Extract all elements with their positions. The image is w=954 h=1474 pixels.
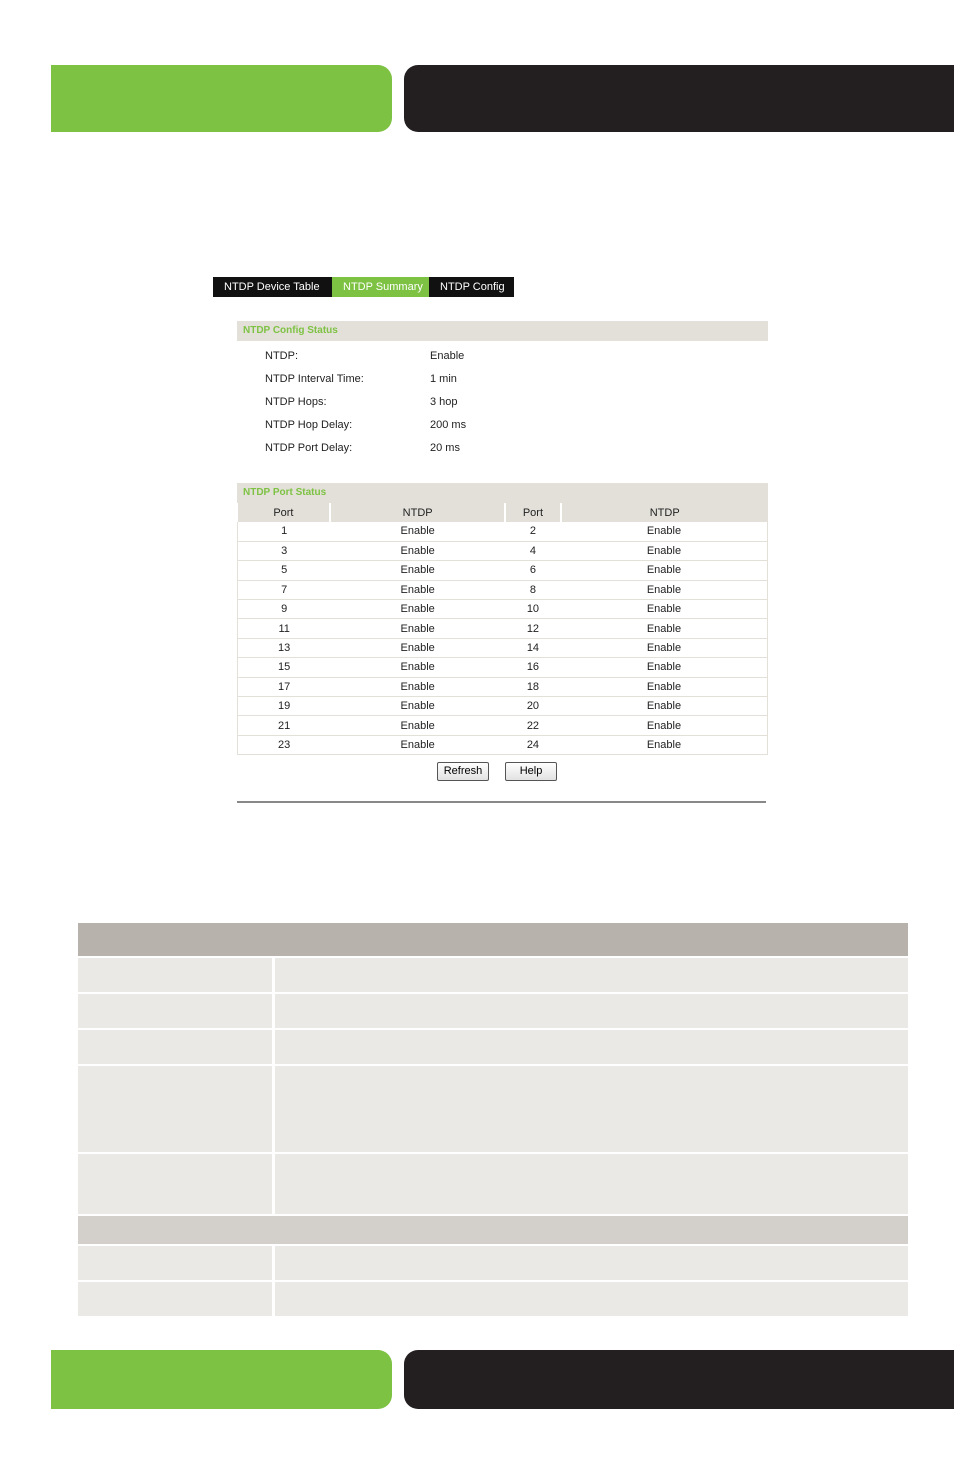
table-row <box>238 600 768 619</box>
config-row-hop-delay <box>265 416 665 434</box>
ntdp-state-cell: Enable <box>330 638 505 657</box>
port-cell: 3 <box>238 541 331 560</box>
grey-table-row <box>78 958 908 992</box>
column-header-port: Port <box>505 503 561 522</box>
column-header-port: Port <box>238 503 331 522</box>
port-cell: 13 <box>238 638 331 657</box>
ntdp-state-cell: Enable <box>330 600 505 619</box>
grey-table-row <box>78 1282 908 1316</box>
ntdp-state-cell: Enable <box>561 677 768 696</box>
table-row <box>238 716 768 735</box>
port-cell: 6 <box>505 561 561 580</box>
config-value: Enable <box>430 350 465 362</box>
port-cell: 9 <box>238 600 331 619</box>
table-row <box>238 619 768 638</box>
grey-table-header <box>78 923 908 956</box>
config-label: NTDP: <box>265 350 298 362</box>
port-cell: 17 <box>238 677 331 696</box>
table-row <box>238 697 768 716</box>
tab-ntdp-summary[interactable]: NTDP Summary <box>332 277 429 297</box>
config-row-hops <box>265 393 665 411</box>
port-status-table <box>237 503 768 755</box>
port-cell: 5 <box>238 561 331 580</box>
table-row <box>238 638 768 657</box>
ntdp-state-cell: Enable <box>561 638 768 657</box>
bottom-black-banner <box>404 1350 954 1409</box>
port-cell: 23 <box>238 735 331 754</box>
config-value: 1 min <box>430 373 457 385</box>
ntdp-state-cell: Enable <box>330 561 505 580</box>
grey-table-subheader <box>78 1216 908 1244</box>
ntdp-state-cell: Enable <box>330 580 505 599</box>
config-value: 20 ms <box>430 442 460 454</box>
tab-ntdp-device-table[interactable]: NTDP Device Table <box>213 277 332 297</box>
ntdp-state-cell: Enable <box>561 735 768 754</box>
ntdp-state-cell: Enable <box>561 619 768 638</box>
config-value: 3 hop <box>430 396 458 408</box>
tab-ntdp-config[interactable]: NTDP Config <box>429 277 514 297</box>
config-value: 200 ms <box>430 419 467 431</box>
ntdp-state-cell: Enable <box>561 697 768 716</box>
table-row <box>238 580 768 599</box>
ntdp-state-cell: Enable <box>330 658 505 677</box>
bottom-green-banner <box>51 1350 392 1409</box>
refresh-button[interactable]: Refresh <box>437 762 489 781</box>
ntdp-state-cell: Enable <box>561 716 768 735</box>
grey-table-row <box>78 1246 908 1280</box>
config-row-ntdp <box>265 347 665 365</box>
table-row <box>238 561 768 580</box>
config-status-title: NTDP Config Status <box>237 321 768 341</box>
port-cell: 4 <box>505 541 561 560</box>
config-label: NTDP Port Delay: <box>265 442 353 454</box>
config-row-port-delay <box>265 439 665 457</box>
ntdp-state-cell: Enable <box>330 522 505 541</box>
port-cell: 20 <box>505 697 561 716</box>
port-cell: 2 <box>505 522 561 541</box>
table-row <box>238 735 768 754</box>
column-header-ntdp: NTDP <box>561 503 768 522</box>
ntdp-state-cell: Enable <box>561 561 768 580</box>
table-row <box>238 658 768 677</box>
config-row-interval-time <box>265 370 665 388</box>
ntdp-state-cell: Enable <box>561 522 768 541</box>
ntdp-state-cell: Enable <box>330 677 505 696</box>
port-cell: 15 <box>238 658 331 677</box>
table-row <box>238 522 768 541</box>
ntdp-state-cell: Enable <box>330 541 505 560</box>
ntdp-state-cell: Enable <box>330 735 505 754</box>
top-green-banner <box>51 65 392 132</box>
ntdp-state-cell: Enable <box>330 716 505 735</box>
port-cell: 10 <box>505 600 561 619</box>
port-cell: 14 <box>505 638 561 657</box>
port-cell: 18 <box>505 677 561 696</box>
ntdp-state-cell: Enable <box>330 619 505 638</box>
grey-table-row <box>78 1066 908 1152</box>
ntdp-state-cell: Enable <box>561 658 768 677</box>
port-cell: 16 <box>505 658 561 677</box>
config-label: NTDP Hops: <box>265 396 327 408</box>
port-status-title: NTDP Port Status <box>237 483 768 503</box>
port-cell: 7 <box>238 580 331 599</box>
table-header-row <box>238 503 768 522</box>
ntdp-state-cell: Enable <box>561 580 768 599</box>
port-cell: 22 <box>505 716 561 735</box>
tab-bar <box>213 277 514 297</box>
top-black-banner <box>404 65 954 132</box>
help-button[interactable]: Help <box>505 762 557 781</box>
column-header-ntdp: NTDP <box>330 503 505 522</box>
port-cell: 24 <box>505 735 561 754</box>
grey-table-row <box>78 1030 908 1064</box>
port-cell: 11 <box>238 619 331 638</box>
ntdp-state-cell: Enable <box>561 541 768 560</box>
port-cell: 1 <box>238 522 331 541</box>
grey-table-row <box>78 994 908 1028</box>
config-label: NTDP Hop Delay: <box>265 419 353 431</box>
port-cell: 19 <box>238 697 331 716</box>
divider <box>237 801 766 803</box>
table-row <box>238 541 768 560</box>
ntdp-state-cell: Enable <box>561 600 768 619</box>
config-label: NTDP Interval Time: <box>265 373 364 385</box>
port-table-body <box>238 522 768 755</box>
port-cell: 8 <box>505 580 561 599</box>
port-cell: 21 <box>238 716 331 735</box>
port-cell: 12 <box>505 619 561 638</box>
ntdp-state-cell: Enable <box>330 697 505 716</box>
table-row <box>238 677 768 696</box>
grey-table-row <box>78 1154 908 1214</box>
